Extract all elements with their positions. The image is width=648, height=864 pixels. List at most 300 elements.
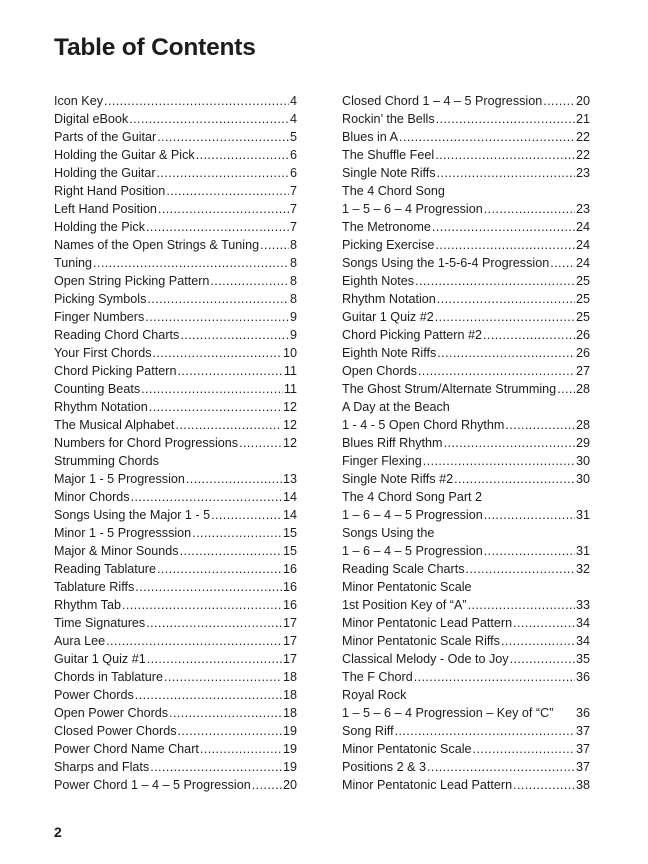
toc-section-heading [54, 452, 297, 470]
toc-entry-title: Digital eBook [54, 112, 129, 126]
toc-section-heading [342, 182, 590, 200]
toc-entry[interactable] [54, 560, 297, 578]
dot-leader [158, 200, 289, 218]
dot-leader [252, 776, 282, 794]
dot-leader [147, 290, 289, 308]
toc-entry[interactable] [54, 398, 297, 416]
dot-leader [122, 596, 282, 614]
dot-leader [435, 236, 575, 254]
dot-leader [135, 686, 282, 704]
toc-entry[interactable] [342, 506, 590, 524]
toc-entry-title: Open String Picking Pattern [54, 274, 210, 288]
toc-entry-title: Open Power Chords [54, 706, 169, 720]
toc-entry[interactable] [342, 218, 590, 236]
toc-entry-title: Picking Symbols [54, 292, 147, 306]
toc-entry-page: 23 [575, 202, 590, 216]
toc-entry-title: Right Hand Position [54, 184, 166, 198]
toc-entry-page: 20 [575, 94, 590, 108]
toc-entry-title: Names of the Open Strings & Tuning [54, 238, 260, 252]
dot-leader [510, 650, 575, 668]
toc-entry-title: 1 – 5 – 6 – 4 Progression – Key of “C” [342, 706, 554, 720]
dot-leader [157, 128, 289, 146]
toc-entry-page: 4 [289, 94, 297, 108]
toc-entry-page: 37 [575, 742, 590, 756]
dot-leader [260, 236, 289, 254]
toc-entry-page: 9 [289, 310, 297, 324]
toc-entry[interactable] [54, 434, 297, 452]
toc-entry-title: Closed Chord 1 – 4 – 5 Progression [342, 94, 543, 108]
toc-entry-title: Holding the Guitar [54, 166, 156, 180]
toc-entry[interactable] [342, 434, 590, 452]
toc-entry-title: The F Chord [342, 670, 413, 684]
toc-entry-title: Classical Melody - Ode to Joy [342, 652, 509, 666]
toc-entry-title: Power Chord 1 – 4 – 5 Progression [54, 778, 251, 792]
dot-leader [104, 92, 289, 110]
toc-entry[interactable] [342, 596, 590, 614]
dot-leader [146, 218, 289, 236]
toc-entry[interactable] [342, 110, 590, 128]
toc-entry[interactable] [342, 362, 590, 380]
dot-leader [484, 542, 575, 560]
toc-entry-page: 12 [282, 436, 297, 450]
toc-entry[interactable] [54, 506, 297, 524]
toc-entry[interactable] [54, 272, 297, 290]
dot-leader [432, 218, 575, 236]
dot-leader [149, 398, 282, 416]
toc-right-column [342, 92, 590, 794]
toc-entry[interactable] [342, 164, 590, 182]
toc-entry-title: The 4 Chord Song [342, 184, 445, 198]
toc-entry-page: 28 [575, 382, 590, 396]
toc-section-heading [342, 578, 590, 596]
toc-entry-title: Guitar 1 Quiz #2 [342, 310, 434, 324]
toc-entry-page: 7 [289, 184, 297, 198]
toc-entry-title: Royal Rock [342, 688, 407, 702]
toc-entry[interactable] [342, 326, 590, 344]
dot-leader [166, 182, 289, 200]
toc-entry[interactable] [54, 110, 297, 128]
dot-leader [157, 164, 289, 182]
dot-leader [93, 254, 289, 272]
toc-entry-title: 1 - 4 - 5 Open Chord Rhythm [342, 418, 505, 432]
toc-entry-title: Chord Picking Pattern #2 [342, 328, 483, 342]
toc-entry-title: Rhythm Notation [54, 400, 148, 414]
dot-leader [180, 326, 289, 344]
toc-entry-page: 38 [575, 778, 590, 792]
toc-entry-page: 25 [575, 274, 590, 288]
toc-entry-page: 17 [282, 652, 297, 666]
toc-entry-page: 19 [282, 724, 297, 738]
toc-entry[interactable] [54, 578, 297, 596]
toc-entry-page: 6 [289, 166, 297, 180]
toc-entry-page: 22 [575, 148, 590, 162]
toc-entry-page: 26 [575, 346, 590, 360]
toc-entry-title: Tablature Riffs [54, 580, 135, 594]
toc-entry[interactable] [342, 740, 590, 758]
toc-entry[interactable] [54, 254, 297, 272]
toc-entry-title: Icon Key [54, 94, 104, 108]
toc-entry-page: 8 [289, 292, 297, 306]
dot-leader [395, 722, 575, 740]
toc-entry[interactable] [54, 146, 297, 164]
toc-entry[interactable] [342, 632, 590, 650]
toc-entry-page: 32 [575, 562, 590, 576]
dot-leader [505, 416, 575, 434]
dot-leader [178, 362, 283, 380]
toc-entry[interactable] [342, 560, 590, 578]
dot-leader [437, 344, 575, 362]
toc-entry-title: Minor Chords [54, 490, 130, 504]
dot-leader [141, 380, 283, 398]
toc-entry-page: 22 [575, 130, 590, 144]
toc-entry-page: 25 [575, 310, 590, 324]
toc-entry[interactable] [342, 722, 590, 740]
toc-entry-page: 11 [283, 382, 297, 396]
toc-entry-page: 36 [575, 706, 590, 720]
toc-entry-page: 33 [575, 598, 590, 612]
toc-entry[interactable] [342, 614, 590, 632]
toc-entry[interactable] [54, 326, 297, 344]
toc-entry-page: 14 [282, 508, 297, 522]
dot-leader [444, 434, 575, 452]
toc-entry-title: Minor Pentatonic Lead Pattern [342, 778, 513, 792]
toc-entry-page: 30 [575, 454, 590, 468]
toc-entry-title: Chords in Tablature [54, 670, 163, 684]
toc-entry[interactable] [54, 704, 297, 722]
toc-entry-title: Minor 1 - 5 Progresssion [54, 526, 192, 540]
toc-entry-page: 31 [575, 544, 590, 558]
toc-entry-page: 10 [282, 346, 297, 360]
toc-entry-page: 18 [282, 670, 297, 684]
toc-entry-page: 11 [283, 364, 297, 378]
dot-leader [557, 380, 575, 398]
toc-entry[interactable] [342, 146, 590, 164]
toc-entry-page: 24 [575, 256, 590, 270]
toc-entry[interactable] [54, 308, 297, 326]
toc-entry-title: Songs Using the 1-5-6-4 Progression [342, 256, 550, 270]
toc-entry-page: 24 [575, 220, 590, 234]
toc-entry-title: Blues Riff Rhythm [342, 436, 443, 450]
toc-entry[interactable] [54, 92, 297, 110]
dot-leader [437, 290, 575, 308]
toc-entry[interactable] [342, 128, 590, 146]
toc-entry-page: 17 [282, 616, 297, 630]
dot-leader [436, 110, 575, 128]
toc-section-heading [342, 398, 590, 416]
toc-entry[interactable] [342, 272, 590, 290]
toc-entry-page: 12 [282, 400, 297, 414]
toc-entry-title: Minor Pentatonic Scale Riffs [342, 634, 500, 648]
toc-entry-title: The Shuffle Feel [342, 148, 435, 162]
toc-section-heading [342, 488, 590, 506]
toc-entry-title: 1st Position Key of “A” [342, 598, 467, 612]
toc-entry[interactable] [54, 686, 297, 704]
toc-entry[interactable] [54, 668, 297, 686]
toc-entry-page: 25 [575, 292, 590, 306]
dot-leader [415, 272, 575, 290]
toc-entry[interactable] [54, 236, 297, 254]
toc-entry-title: Rhythm Tab [54, 598, 121, 612]
toc-entry-page: 20 [282, 778, 297, 792]
toc-entry-title: Minor Pentatonic Lead Pattern [342, 616, 513, 630]
toc-entry-page: 34 [575, 616, 590, 630]
toc-entry[interactable] [342, 704, 590, 722]
toc-entry-page: 8 [289, 274, 297, 288]
toc-entry-page: 29 [575, 436, 590, 450]
dot-leader [513, 776, 575, 794]
dot-leader [147, 650, 282, 668]
toc-entry[interactable] [54, 488, 297, 506]
toc-entry-page: 18 [282, 688, 297, 702]
toc-entry[interactable] [54, 524, 297, 542]
toc-entry-title: Minor Pentatonic Scale [342, 580, 472, 594]
dot-leader [178, 722, 282, 740]
toc-entry-title: Closed Power Chords [54, 724, 177, 738]
dot-leader [484, 506, 575, 524]
toc-entry-page: 13 [282, 472, 297, 486]
dot-leader [210, 272, 289, 290]
dot-leader [423, 452, 575, 470]
dot-leader [200, 740, 282, 758]
toc-entry-page: 31 [575, 508, 590, 522]
dot-leader [106, 632, 282, 650]
toc-entry[interactable] [342, 254, 590, 272]
dot-leader [414, 668, 575, 686]
toc-entry-title: Finger Numbers [54, 310, 145, 324]
toc-entry-title: Tuning [54, 256, 93, 270]
toc-entry-page: 35 [575, 652, 590, 666]
toc-entry[interactable] [342, 344, 590, 362]
dot-leader [466, 560, 575, 578]
toc-entry-page: 4 [289, 112, 297, 126]
toc-entry[interactable] [342, 650, 590, 668]
dot-leader [484, 200, 575, 218]
toc-entry-title: Holding the Pick [54, 220, 146, 234]
toc-entry[interactable] [54, 596, 297, 614]
dot-leader [437, 164, 575, 182]
toc-entry-page: 19 [282, 742, 297, 756]
toc-entry-title: Holding the Guitar & Pick [54, 148, 195, 162]
toc-entry-title: The 4 Chord Song Part 2 [342, 490, 483, 504]
toc-entry-page: 21 [575, 112, 590, 126]
toc-entry-title: Rhythm Notation [342, 292, 436, 306]
dot-leader [211, 506, 282, 524]
toc-entry-title: 1 – 6 – 4 – 5 Progression [342, 508, 483, 522]
dot-leader [399, 128, 575, 146]
toc-entry[interactable] [54, 200, 297, 218]
toc-entry[interactable] [342, 200, 590, 218]
toc-entry[interactable] [54, 776, 297, 794]
toc-entry-title: Time Signatures [54, 616, 146, 630]
toc-entry-page: 17 [282, 634, 297, 648]
toc-entry-title: 1 – 5 – 6 – 4 Progression [342, 202, 483, 216]
toc-entry[interactable] [54, 218, 297, 236]
toc-entry[interactable] [54, 290, 297, 308]
dot-leader [145, 308, 289, 326]
toc-entry-title: Major 1 - 5 Progression [54, 472, 185, 486]
dot-leader [164, 668, 282, 686]
toc-entry-title: Reading Scale Charts [342, 562, 465, 576]
dot-leader [483, 326, 575, 344]
dot-leader [196, 146, 289, 164]
toc-entry-title: The Musical Alphabet [54, 418, 175, 432]
dot-leader [131, 488, 282, 506]
dot-leader [150, 758, 282, 776]
toc-entry[interactable] [54, 344, 297, 362]
toc-entry-page: 6 [289, 148, 297, 162]
toc-entry-title: Single Note Riffs #2 [342, 472, 454, 486]
toc-entry[interactable] [342, 668, 590, 686]
toc-entry[interactable] [54, 740, 297, 758]
dot-leader [239, 434, 282, 452]
toc-entry-title: A Day at the Beach [342, 400, 450, 414]
dot-leader [186, 470, 282, 488]
toc-entry-page: 8 [289, 256, 297, 270]
toc-entry-title: Rockin’ the Bells [342, 112, 435, 126]
toc-entry-page: 16 [282, 598, 297, 612]
dot-leader [501, 632, 575, 650]
toc-entry-title: Picking Exercise [342, 238, 435, 252]
dot-leader [175, 416, 282, 434]
toc-entry-title: Numbers for Chord Progressions [54, 436, 239, 450]
toc-entry-title: The Ghost Strum/Alternate Strumming [342, 382, 557, 396]
dot-leader [513, 614, 575, 632]
toc-entry-title: Your First Chords [54, 346, 152, 360]
toc-entry-page: 15 [282, 526, 297, 540]
toc-entry[interactable] [54, 542, 297, 560]
toc-entry-title: Reading Chord Charts [54, 328, 180, 342]
toc-entry-title: Open Chords [342, 364, 417, 378]
toc-entry-title: Aura Lee [54, 634, 106, 648]
toc-entry[interactable] [54, 758, 297, 776]
toc-entry-page: 37 [575, 724, 590, 738]
toc-entry-page: 8 [289, 238, 297, 252]
toc-entry-title: Chord Picking Pattern [54, 364, 177, 378]
toc-entry-title: Positions 2 & 3 [342, 760, 427, 774]
toc-entry-title: Minor Pentatonic Scale [342, 742, 472, 756]
toc-entry-title: 1 – 6 – 4 – 5 Progression [342, 544, 483, 558]
toc-entry-page: 12 [282, 418, 297, 432]
toc-entry[interactable] [54, 164, 297, 182]
dot-leader [473, 740, 575, 758]
toc-entry-title: Sharps and Flats [54, 760, 150, 774]
toc-entry[interactable] [342, 776, 590, 794]
toc-entry[interactable] [342, 470, 590, 488]
toc-entry-title: Guitar 1 Quiz #1 [54, 652, 146, 666]
toc-entry-page: 27 [575, 364, 590, 378]
toc-entry[interactable] [342, 308, 590, 326]
toc-entry[interactable] [54, 632, 297, 650]
toc-entry-page: 14 [282, 490, 297, 504]
toc-entry-page: 37 [575, 760, 590, 774]
dot-leader [550, 254, 575, 272]
toc-entry-title: Power Chords [54, 688, 134, 702]
toc-entry[interactable] [54, 182, 297, 200]
dot-leader [543, 92, 575, 110]
toc-entry-page: 9 [289, 328, 297, 342]
toc-entry-title: Reading Tablature [54, 562, 156, 576]
dot-leader [180, 542, 282, 560]
dot-leader [129, 110, 289, 128]
toc-entry-page: 19 [282, 760, 297, 774]
toc-entry-page: 16 [282, 580, 297, 594]
dot-leader [435, 308, 575, 326]
toc-entry-title: Strumming Chords [54, 454, 159, 468]
dot-leader [146, 614, 282, 632]
toc-entry-page: 16 [282, 562, 297, 576]
toc-entry-title: Eighth Notes [342, 274, 415, 288]
toc-entry[interactable] [342, 452, 590, 470]
dot-leader [157, 560, 282, 578]
toc-entry-title: Song Riff [342, 724, 394, 738]
toc-entry-page: 24 [575, 238, 590, 252]
toc-entry[interactable] [54, 470, 297, 488]
toc-entry-title: Parts of the Guitar [54, 130, 157, 144]
dot-leader [169, 704, 282, 722]
toc-entry-title: Major & Minor Sounds [54, 544, 179, 558]
toc-entry-page: 7 [289, 202, 297, 216]
toc-left-column [54, 92, 297, 794]
toc-entry-title: Blues in A [342, 130, 399, 144]
toc-entry-title: The Metronome [342, 220, 431, 234]
toc-entry[interactable] [342, 758, 590, 776]
toc-entry-title: Power Chord Name Chart [54, 742, 199, 756]
toc-entry-title: Left Hand Position [54, 202, 157, 216]
toc-entry[interactable] [342, 380, 590, 398]
toc-entry-page: 28 [575, 418, 590, 432]
toc-entry[interactable] [54, 380, 297, 398]
dot-leader [418, 362, 575, 380]
toc-entry-title: Finger Flexing [342, 454, 422, 468]
toc-entry-page: 7 [289, 220, 297, 234]
toc-entry[interactable] [54, 362, 297, 380]
toc-entry[interactable] [54, 614, 297, 632]
toc-entry[interactable] [54, 722, 297, 740]
toc-entry[interactable] [54, 416, 297, 434]
toc-entry-title: Counting Beats [54, 382, 141, 396]
toc-entry-page: 34 [575, 634, 590, 648]
toc-entry[interactable] [342, 236, 590, 254]
toc-entry-page: 30 [575, 472, 590, 486]
toc-entry[interactable] [54, 128, 297, 146]
dot-leader [468, 596, 575, 614]
toc-entry-title: Songs Using the [342, 526, 435, 540]
toc-entry[interactable] [342, 542, 590, 560]
dot-leader [454, 470, 575, 488]
toc-entry-page: 18 [282, 706, 297, 720]
dot-leader [153, 344, 282, 362]
toc-section-heading [342, 686, 590, 704]
dot-leader [192, 524, 282, 542]
toc-entry[interactable] [342, 416, 590, 434]
toc-entry-page: 26 [575, 328, 590, 342]
toc-entry-page: 5 [289, 130, 297, 144]
toc-entry[interactable] [342, 92, 590, 110]
toc-entry-title: Single Note Riffs [342, 166, 436, 180]
dot-leader [135, 578, 282, 596]
page-number: 2 [54, 824, 62, 840]
page-title: Table of Contents [54, 34, 256, 61]
toc-section-heading [342, 524, 590, 542]
toc-entry[interactable] [54, 650, 297, 668]
toc-entry-page: 36 [575, 670, 590, 684]
toc-entry-page: 15 [282, 544, 297, 558]
dot-leader [435, 146, 575, 164]
toc-entry-page: 23 [575, 166, 590, 180]
dot-leader [427, 758, 575, 776]
toc-entry-title: Songs Using the Major 1 - 5 [54, 508, 211, 522]
toc-entry[interactable] [342, 290, 590, 308]
